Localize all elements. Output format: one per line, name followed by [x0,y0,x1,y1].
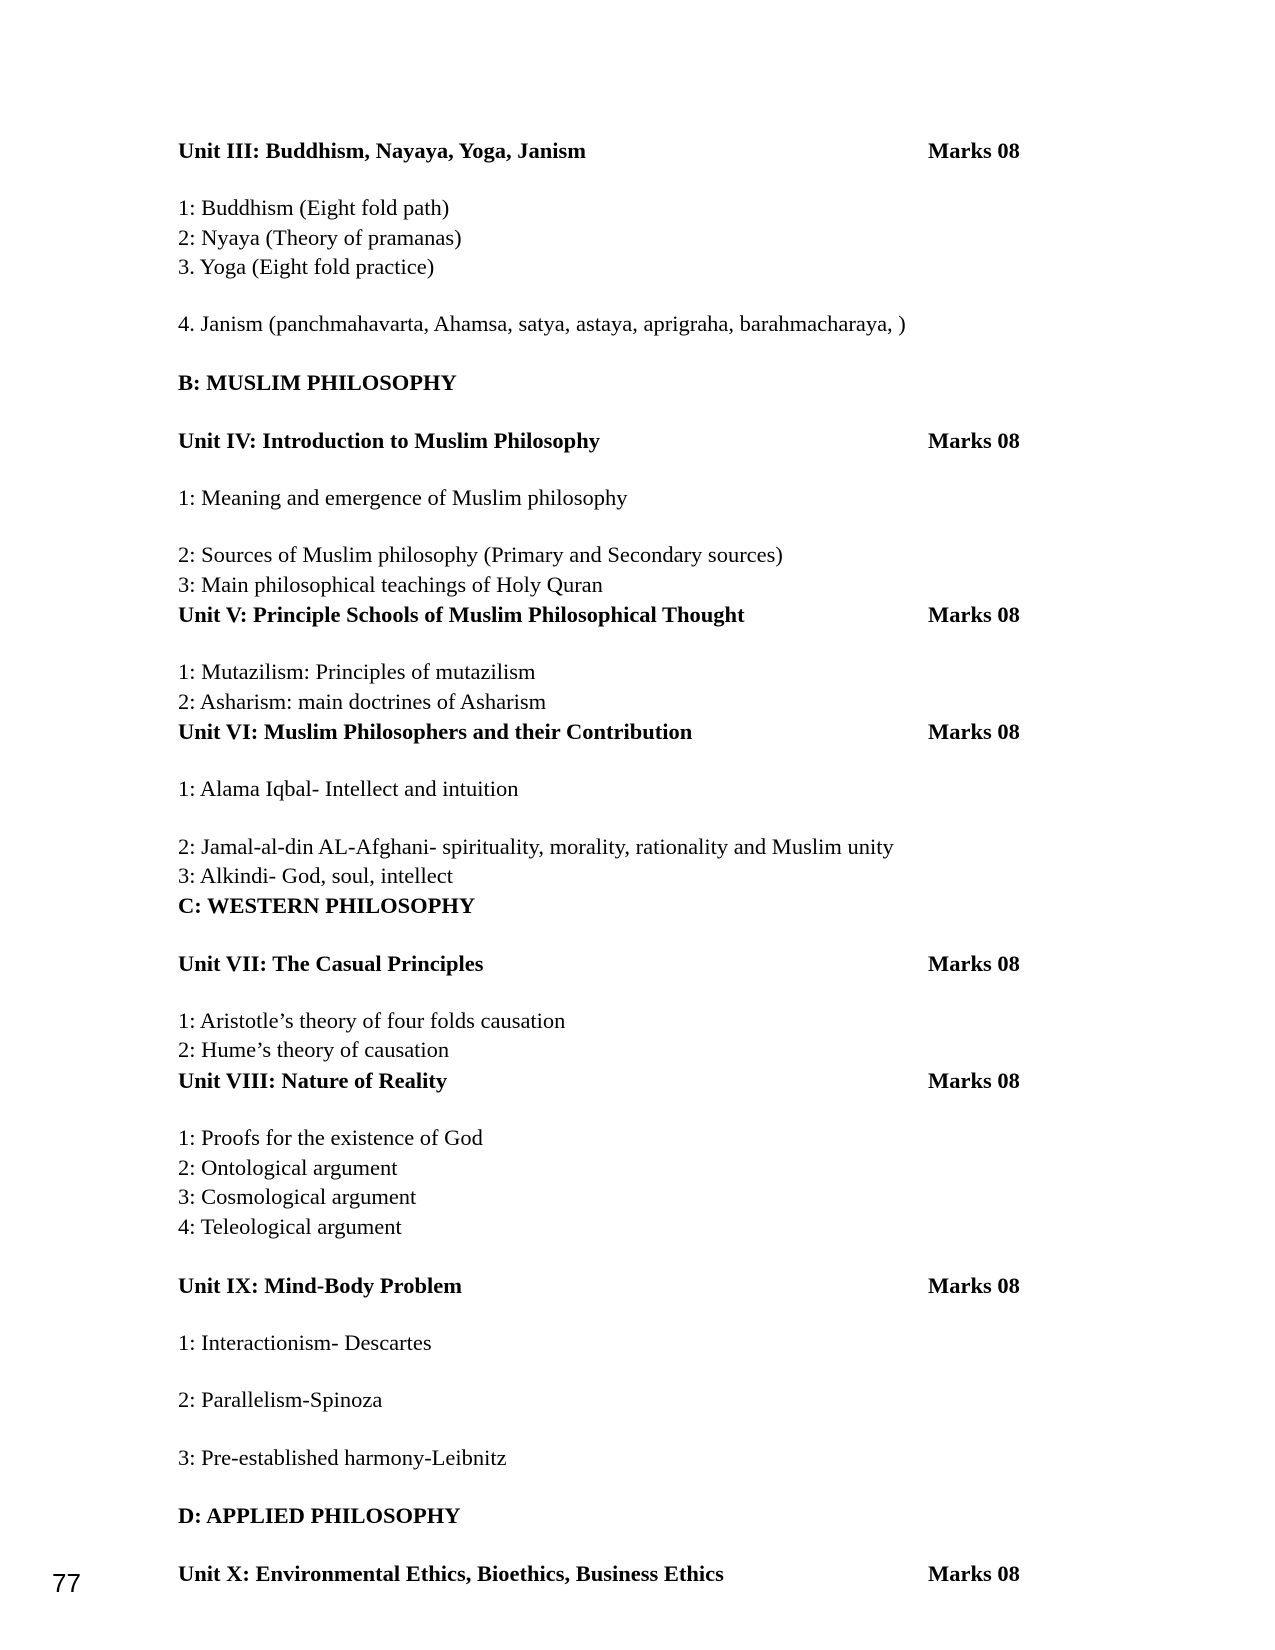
unit-8-item-4: 4: Teleological argument [178,1214,402,1239]
unit-7-marks: Marks 08 [928,951,1020,976]
unit-4-item-2: 2: Sources of Muslim philosophy (Primary and Secondary sources) [178,542,783,567]
unit-6-item-2: 2: Jamal-al-din AL-Afghani- spirituality, morality, rationality and Muslim unity [178,834,894,859]
unit-3-item-3: 3. Yoga (Eight fold practice) [178,254,435,279]
section-d-heading: D: APPLIED PHILOSOPHY [178,1503,461,1528]
unit-4-item-1: 1: Meaning and emergence of Muslim philosophy [178,485,628,510]
unit-7-heading: Unit VII: The Casual Principles [178,951,484,976]
unit-8-heading: Unit VIII: Nature of Reality [178,1068,448,1093]
unit-6-item-1: 1: Alama Iqbal- Intellect and intuition [178,776,519,801]
unit-9-item-2: 2: Parallelism-Spinoza [178,1387,383,1412]
unit-6-marks: Marks 08 [928,719,1020,744]
unit-9-marks: Marks 08 [928,1273,1020,1298]
unit-9-heading: Unit IX: Mind-Body Problem [178,1273,462,1298]
unit-3-item-2: 2: Nyaya (Theory of pramanas) [178,225,462,250]
unit-5-heading: Unit V: Principle Schools of Muslim Philosophical Thought [178,602,745,627]
unit-6-item-3: 3: Alkindi- God, soul, intellect [178,863,453,888]
unit-4-item-3: 3: Main philosophical teachings of Holy Quran [178,572,603,597]
unit-7-item-1: 1: Aristotle’s theory of four folds causation [178,1008,566,1033]
unit-3-item-1: 1: Buddhism (Eight fold path) [178,195,450,220]
unit-10-marks: Marks 08 [928,1561,1020,1586]
unit-9-item-3: 3: Pre-established harmony-Leibnitz [178,1445,507,1470]
unit-5-item-1: 1: Mutazilism: Principles of mutazilism [178,659,536,684]
unit-3-marks: Marks 08 [928,138,1020,163]
unit-5-marks: Marks 08 [928,602,1020,627]
section-b-heading: B: MUSLIM PHILOSOPHY [178,370,457,395]
unit-3-heading: Unit III: Buddhism, Nayaya, Yoga, Janism [178,138,587,163]
unit-5-item-2: 2: Asharism: main doctrines of Asharism [178,689,547,714]
page-number: 77 [52,1568,81,1598]
unit-10-heading: Unit X: Environmental Ethics, Bioethics, Business Ethics [178,1561,724,1586]
unit-4-marks: Marks 08 [928,428,1020,453]
unit-8-marks: Marks 08 [928,1068,1020,1093]
unit-9-item-1: 1: Interactionism- Descartes [178,1330,432,1355]
unit-3-item-4: 4. Janism (panchmahavarta, Ahamsa, satya, astaya, aprigraha, barahmacharaya, ) [178,311,906,336]
unit-7-item-2: 2: Hume’s theory of causation [178,1037,450,1062]
unit-6-heading: Unit VI: Muslim Philosophers and their Contribution [178,719,693,744]
unit-8-item-1: 1: Proofs for the existence of God [178,1125,483,1150]
section-c-heading: C: WESTERN PHILOSOPHY [178,893,476,918]
unit-4-heading: Unit IV: Introduction to Muslim Philosophy [178,428,600,453]
unit-8-item-2: 2: Ontological argument [178,1155,398,1180]
unit-8-item-3: 3: Cosmological argument [178,1184,417,1209]
